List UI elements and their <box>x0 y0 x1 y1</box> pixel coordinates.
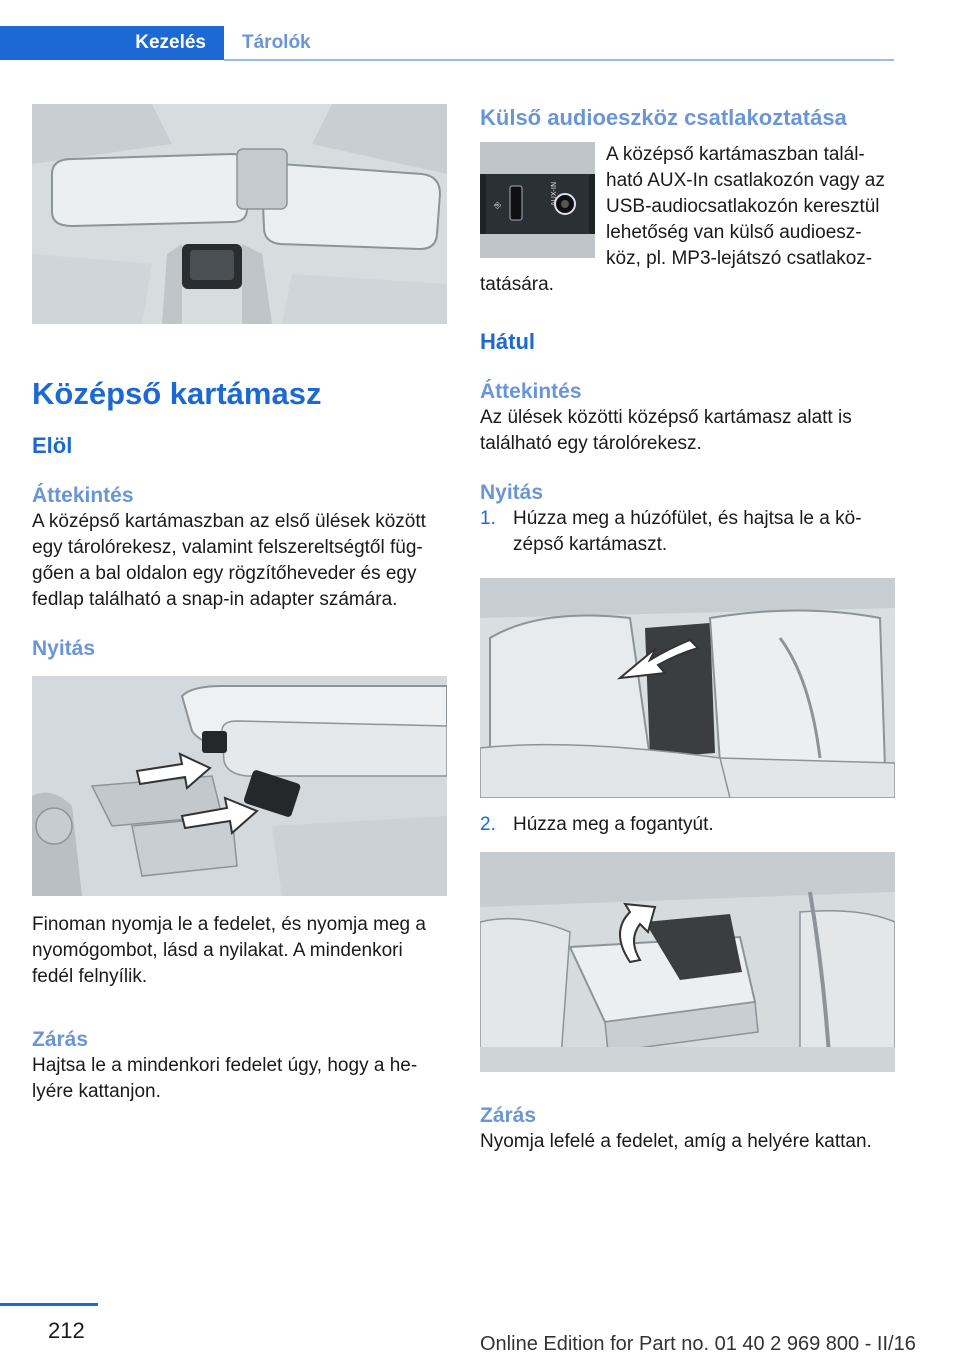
rear-close-text: Nyomja lefelé a fedelet, amíg a helyére kattan. <box>480 1131 872 1152</box>
rear-heading: Hátul <box>480 329 535 354</box>
front-armrest-figure <box>32 104 447 324</box>
page-number: 212 <box>48 1318 85 1343</box>
close-heading: Zárás <box>32 1028 89 1051</box>
step-number: 2. <box>480 814 496 835</box>
list-item <box>480 812 895 838</box>
header-bar <box>0 0 960 66</box>
section-title: Középső kartámasz <box>32 376 322 411</box>
svg-text:⎆: ⎆ <box>494 201 502 211</box>
list-item <box>480 506 895 558</box>
step-text: Húzza meg a fogantyút. <box>513 814 714 835</box>
open-heading: Nyitás <box>32 637 96 660</box>
edition-text: Online Edition for Part no. 01 40 2 969 800 - II/16 <box>480 1333 916 1355</box>
footer-divider <box>0 1303 98 1306</box>
header-divider <box>224 59 894 61</box>
aux-heading: Külső audioeszköz csatlakoztatása <box>480 105 847 130</box>
close-text: Hajtsa le a mindenkori fedelet úgy, hogy a he-lyére kattanjon. <box>32 1055 418 1102</box>
open-text: Finoman nyomja le a fedelet, és nyomja meg a nyomógombot, lásd a nyilakat. A mindenkori fedél felnyílik. <box>32 914 426 987</box>
steps-list <box>480 506 895 558</box>
aux-image-label: AUX-IN <box>550 181 558 206</box>
tab-kezeles[interactable]: Kezelés <box>0 26 224 60</box>
front-heading: Elöl <box>32 433 73 458</box>
aux-port-figure <box>480 142 595 258</box>
rear-open-heading: Nyitás <box>480 481 544 504</box>
rear-overview-heading: Áttekintés <box>480 380 582 403</box>
overview-heading: Áttekintés <box>32 484 134 507</box>
steps-list-2 <box>480 812 895 838</box>
aux-text: A középső kartámaszban talál-ható AUX-In csatlakozón vagy az USB-audiocsatlakozón keresztül lehetőség van külső audioesz-köz, pl. MP3-lejátszó csatlakoz-tatására. <box>480 144 885 295</box>
rear-armrest-figure <box>480 852 895 1072</box>
tab-tarolok[interactable]: Tárolók <box>242 32 311 53</box>
open-figure <box>32 676 447 896</box>
right-column <box>480 104 895 1155</box>
step-text: Húzza meg a húzófület, és hajtsa le a kö-zépső kartámaszt. <box>513 508 862 555</box>
step-number: 1. <box>480 508 496 529</box>
overview-text: A középső kartámaszban az első ülések között egy tárolórekesz, valamint felszereltségtől füg-gően a bal oldalon egy rögzítőheveder és egy fedlap található a snap-in adapter számára. <box>32 511 426 610</box>
aux-section <box>480 142 895 298</box>
rear-seat-figure <box>480 578 895 798</box>
rear-close-heading: Zárás <box>480 1104 537 1127</box>
left-column <box>32 104 447 1105</box>
rear-overview-text: Az ülések közötti középső kartámasz alatt is található egy tárolórekesz. <box>480 407 852 454</box>
